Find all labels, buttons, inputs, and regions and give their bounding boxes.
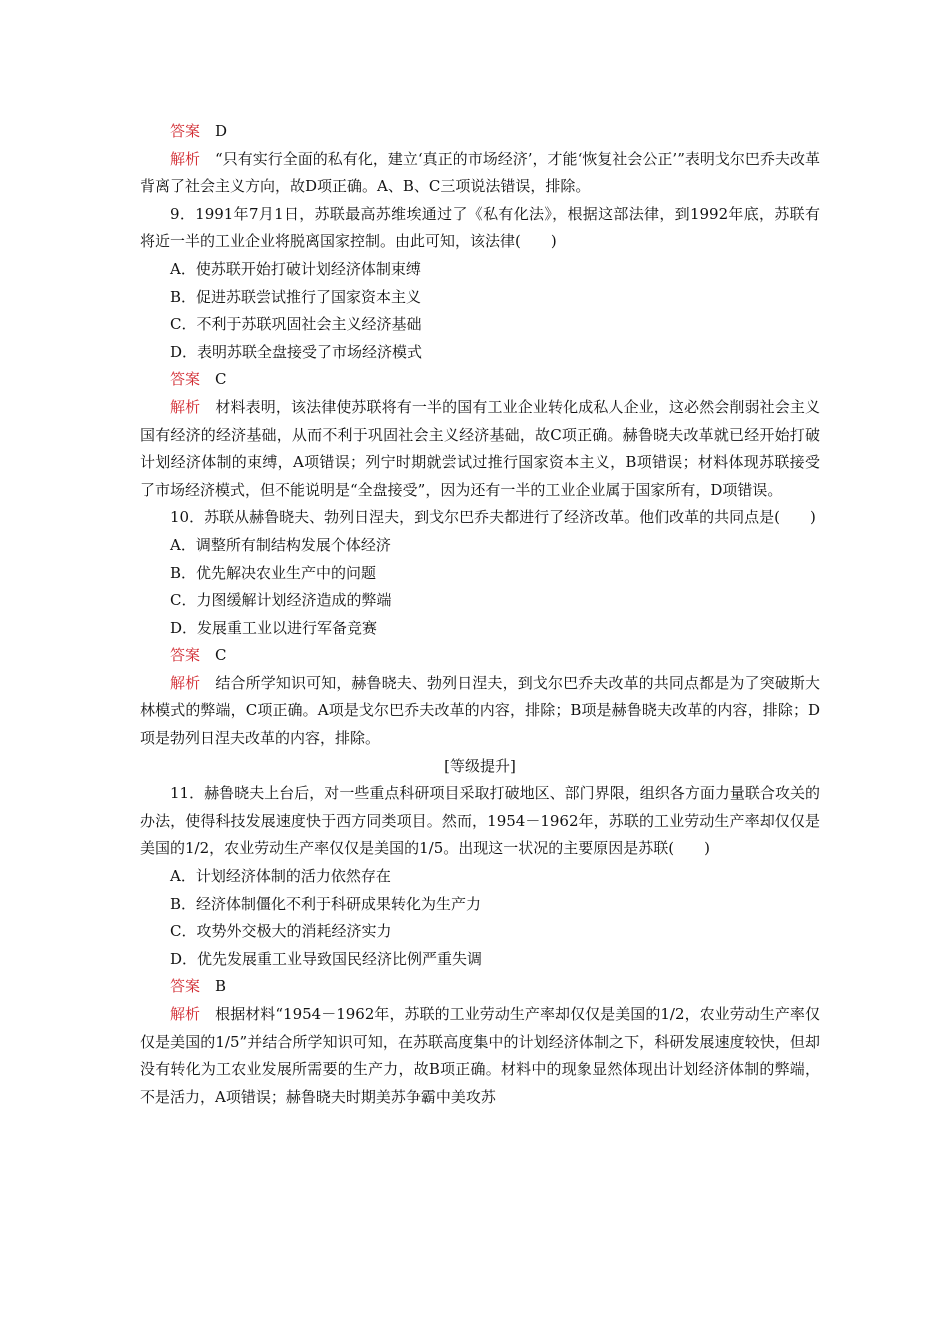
q11-analysis — [140, 1001, 820, 1111]
q10-option-b: B．优先解决农业生产中的问题 — [170, 563, 377, 582]
q8-analysis — [140, 146, 820, 201]
q10-analysis — [140, 670, 820, 753]
q9-option-c: C．不利于苏联巩固社会主义经济基础 — [170, 315, 422, 334]
q9-option-b: B．促进苏联尝试推行了国家资本主义 — [170, 287, 422, 306]
answer-label: 答案 — [170, 977, 201, 996]
q9-answer-row — [140, 366, 820, 394]
q11-option-b: B．经济体制僵化不利于科研成果转化为生产力 — [170, 894, 482, 913]
q11-option-d: D．优先发展重工业导致国民经济比例严重失调 — [170, 949, 483, 968]
q9-option-d: D．表明苏联全盘接受了市场经济模式 — [170, 342, 423, 361]
analysis-text: “只有实行全面的私有化，建立‘真正的市场经济’，才能‘恢复社会公正’”表明戈尔巴乔夫改革背离了社会主义方向，故D项正确。A、B、C三项说法错误，排除。 — [140, 149, 820, 196]
q10-option-d: D．发展重工业以进行军备竞赛 — [170, 618, 378, 637]
q10-stem: 10．苏联从赫鲁晓夫、勃列日涅夫，到戈尔巴乔夫都进行了经济改革。他们改革的共同点是( ) — [170, 508, 816, 527]
q11-option-c: C．攻势外交极大的消耗经济实力 — [170, 922, 392, 941]
answer-value: D — [215, 122, 228, 140]
answer-label: 答案 — [170, 122, 201, 140]
q9-stem: 9．1991年7月1日，苏联最高苏维埃通过了《私有化法》，根据这部法律，到1992年底，苏联有将近一半的工业企业将脱离国家控制。由此可知，该法律( ) — [140, 204, 820, 251]
analysis-text: 材料表明，该法律使苏联将有一半的国有工业企业转化成私人企业，这必然会削弱社会主义国有经济的经济基础，从而不利于巩固社会主义经济基础，故C项正确。赫鲁晓夫改革就已经开始打破计划经济体制的束缚，A项错误；列宁时期就尝试过推行国家资本主义，B项错误；材料体现苏联接受了市场经济模式，但不能说明是“全盘接受”，因为还有一半的工业企业属于国家所有，D项错误。 — [140, 397, 820, 499]
q8-answer-row — [140, 118, 820, 146]
analysis-label: 解析 — [170, 149, 201, 168]
document-page — [140, 118, 820, 1111]
analysis-text: 根据材料“1954－1962年，苏联的工业劳动生产率却仅仅是美国的1/2，农业劳动生产率仅仅是美国的1/5”并结合所学知识可知，在苏联高度集中的计划经济体制之下，科研发展速度较快，但却没有转化为工农业发展所需要的生产力，故B项正确。材料中的现象显然体现出计划经济体制的弊端，不是活力，A项错误；赫鲁晓夫时期美苏争霸中美攻苏 — [140, 1005, 820, 1106]
answer-label: 答案 — [170, 646, 201, 665]
q10-option-c: C．力图缓解计划经济造成的弊端 — [170, 591, 392, 610]
analysis-label: 解析 — [170, 1005, 201, 1023]
answer-label: 答案 — [170, 370, 201, 389]
answer-value: C — [215, 370, 227, 389]
q9-option-a: A．使苏联开始打破计划经济体制束缚 — [170, 259, 421, 278]
q11-option-a: A．计划经济体制的活力依然存在 — [170, 867, 391, 886]
analysis-label: 解析 — [170, 397, 201, 416]
answer-value: C — [215, 646, 227, 665]
q10-answer-row — [140, 642, 820, 670]
analysis-text: 结合所学知识可知，赫鲁晓夫、勃列日涅夫，到戈尔巴乔夫改革的共同点都是为了突破斯大林模式的弊端，C项正确。A项是戈尔巴乔夫改革的内容，排除；B项是赫鲁晓夫改革的内容，排除；D项是勃列日涅夫改革的内容，排除。 — [140, 673, 820, 748]
q10-option-a: A．调整所有制结构发展个体经济 — [170, 535, 391, 554]
q11-stem: 11．赫鲁晓夫上台后，对一些重点科研项目采取打破地区、部门界限，组织各方面力量联合攻关的办法，使得科技发展速度快于西方同类项目。然而，1954－1962年，苏联的工业劳动生产率却仅仅是美国的1/2，农业劳动生产率仅仅是美国的1/5。出现这一状况的主要原因是苏联( ) — [140, 784, 820, 858]
analysis-label: 解析 — [170, 673, 201, 692]
q9-analysis — [140, 394, 820, 504]
q11-answer-row — [140, 973, 820, 1001]
section-title: [等级提升] — [444, 756, 516, 775]
answer-value: B — [215, 977, 227, 996]
